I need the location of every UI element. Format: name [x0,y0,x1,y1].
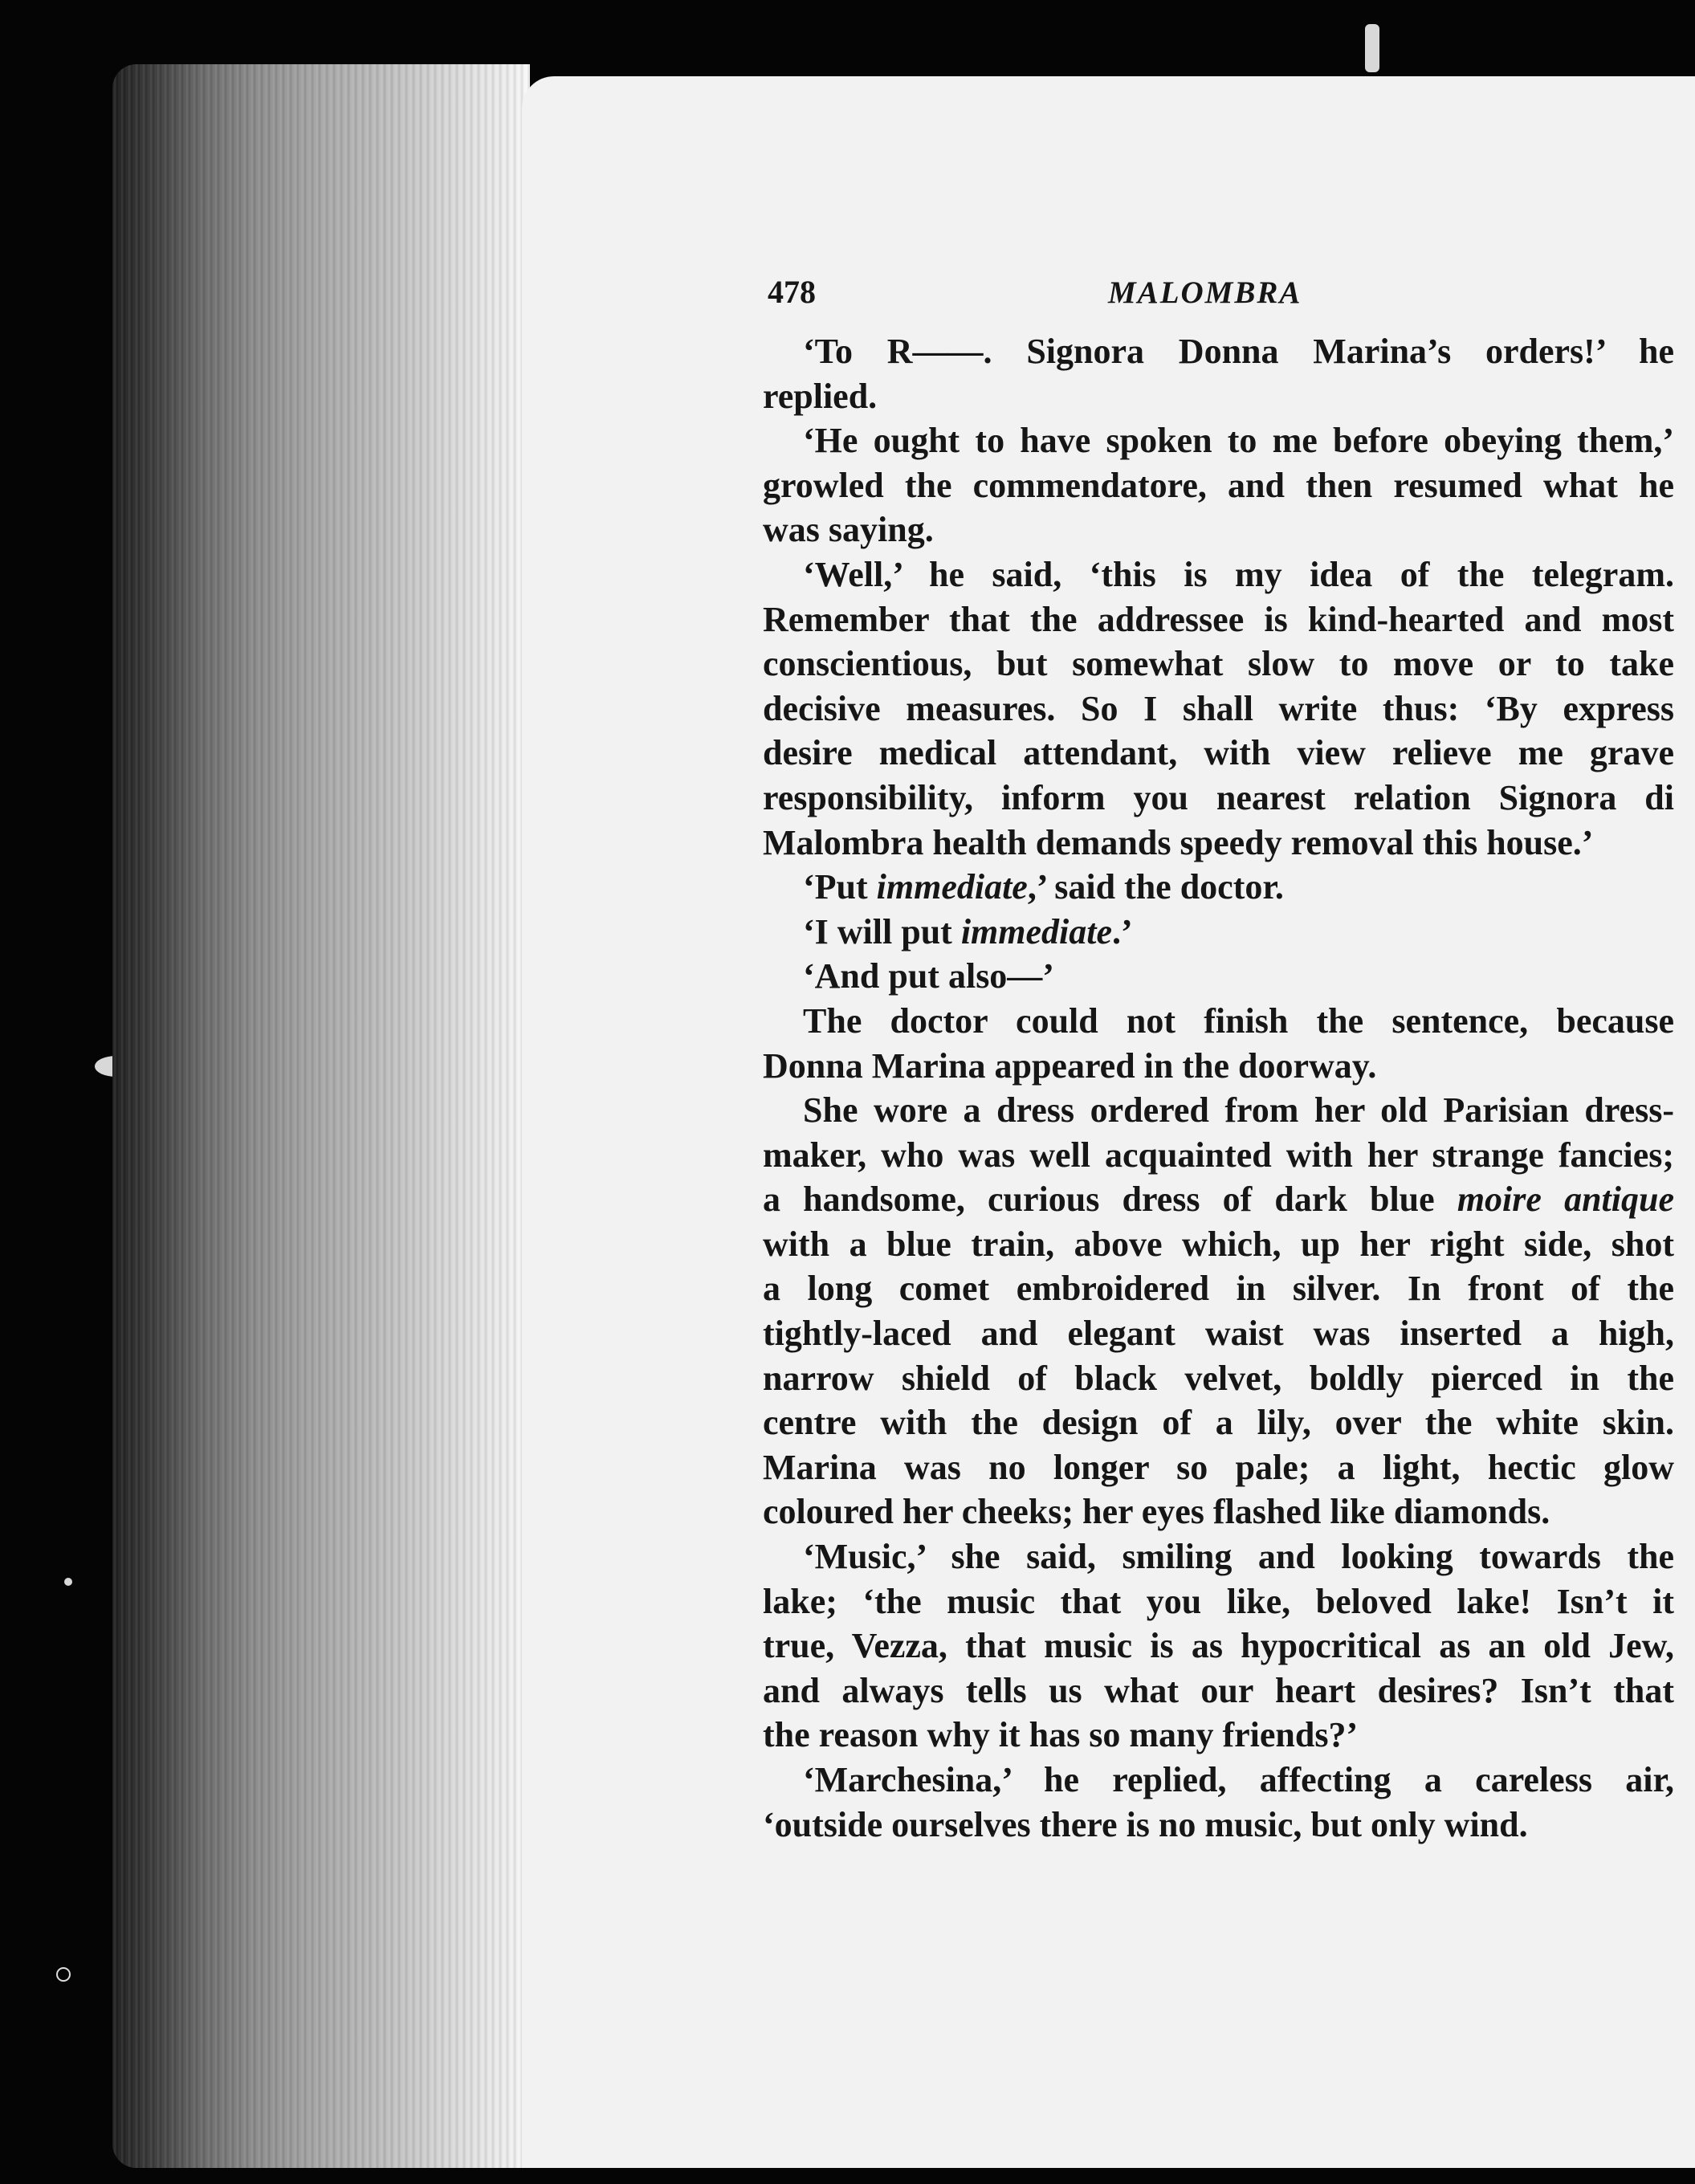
text-line: coloured her cheeks; her eyes flashed like diamonds. [763,1492,1550,1532]
paragraph [763,1534,1674,1758]
text-line: Malombra health demands speedy removal this house.’ [763,822,1594,862]
text-line: maker, who was well acquainted with her strange fancies; [763,1135,1674,1175]
text-line: a long comet embroidered in silver. In front of the [763,1269,1674,1309]
text-line: desire medical attendant, with view relieve me grave [763,733,1674,773]
text-line: ‘Well,’ he said, ‘this is my idea of the telegram. [803,554,1674,594]
scan-speck [56,1967,71,1982]
text-line: with a blue train, above which, up her right side, shot [763,1224,1674,1264]
book-page-edges [112,64,530,2168]
text-line: narrow shield of black velvet, boldly pierced in the [763,1358,1674,1398]
text-line: the reason why it has so many friends?’ [763,1715,1359,1755]
text-line: Remember that the addressee is kind-hearted and most [763,599,1674,639]
running-title: MALOMBRA [1108,275,1302,310]
scan-speck [64,1578,72,1586]
page-text-block [763,273,1674,1847]
paragraph [763,1758,1674,1847]
text-line: ‘And put also—’ [803,956,1054,996]
text-line: tightly-laced and elegant waist was inserted a high, [763,1314,1674,1354]
text-line: ‘He ought to have spoken to me before obeying them,’ [803,421,1674,461]
text-line: ‘Music,’ she said, smiling and looking towards the [803,1537,1674,1577]
text-line: growled the commendatore, and then resumed what he [763,465,1674,505]
text-line: ‘To R——. Signora Donna Marina’s orders!’ he [803,332,1674,371]
scan-speck [1365,24,1379,72]
text-line: Donna Marina appeared in the doorway. [763,1045,1377,1086]
paragraph [763,865,1674,910]
text-line: The doctor could not finish the sentence, because [803,1000,1674,1041]
text-line: ‘outside ourselves there is no music, but only wind. [763,1804,1528,1844]
text-line: She wore a dress ordered from her old Parisian dress- [803,1090,1674,1131]
text-line: decisive measures. So I shall write thus: ‘By express [763,688,1674,728]
text-line: true, Vezza, that music is as hypocritical as an old Jew, [763,1626,1674,1666]
text-line: Marina was no longer so pale; a light, hectic glow [763,1447,1674,1487]
text-line: replied. [763,376,878,416]
text-line: responsibility, inform you nearest relation Signora di [763,777,1674,817]
paragraph [763,954,1674,999]
paragraph [763,329,1674,418]
text-line: ‘Marchesina,’ he replied, affecting a careless air, [803,1760,1674,1799]
body-text [763,329,1674,1847]
text-line: ‘Put immediate,’ said the doctor. [803,867,1284,907]
text-line: lake; ‘the music that you like, beloved lake! Isn’t it [763,1581,1674,1621]
paragraph [763,999,1674,1088]
paragraph [763,418,1674,552]
paragraph [763,1088,1674,1534]
paragraph [763,552,1674,865]
text-line: ‘I will put immediate.’ [803,911,1133,951]
paragraph [763,910,1674,955]
page-number: 478 [768,274,816,310]
text-line: centre with the design of a lily, over the white skin. [763,1403,1674,1443]
text-line: and always tells us what our heart desires? Isn’t that [763,1670,1674,1710]
text-line: was saying. [763,510,934,550]
text-line: a handsome, curious dress of dark blue moire antique [763,1180,1674,1220]
running-head [763,273,1674,329]
text-line: conscientious, but somewhat slow to move or to take [763,644,1674,684]
